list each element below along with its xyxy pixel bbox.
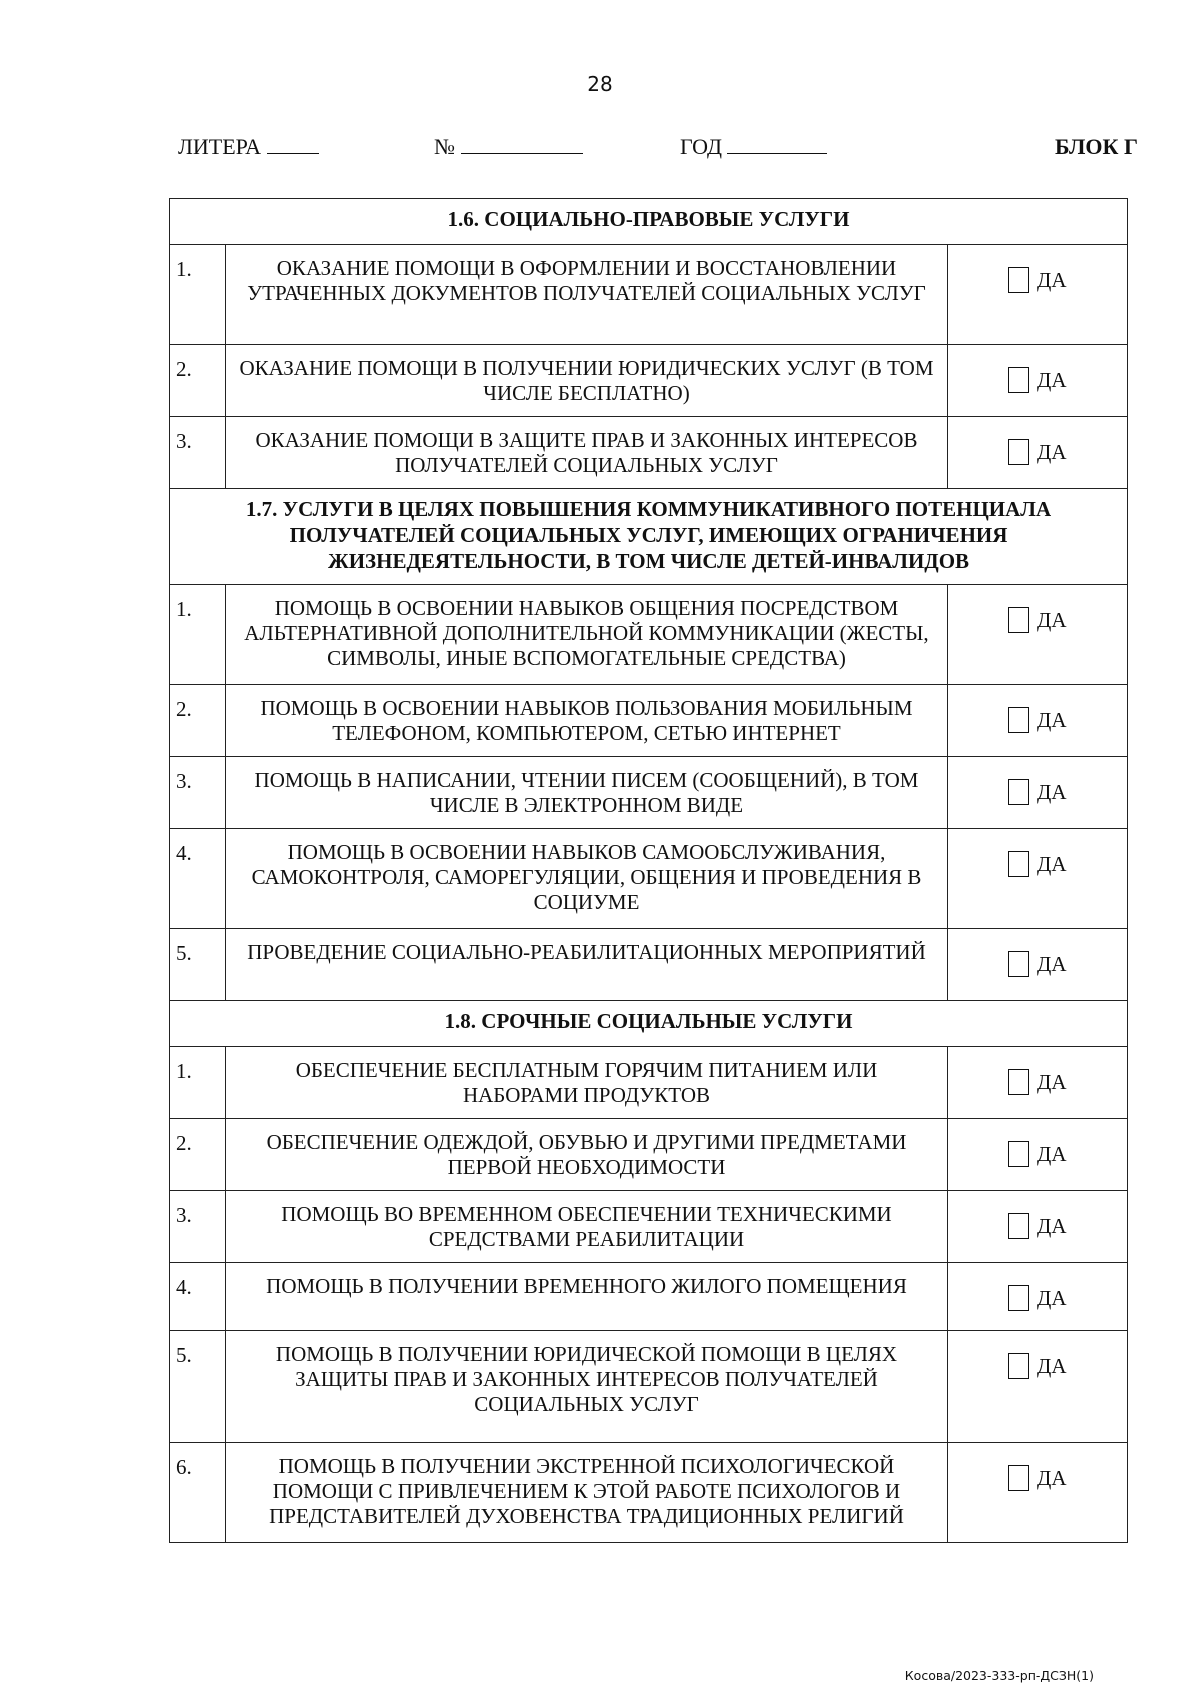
yes-label: ДА bbox=[1037, 1285, 1067, 1310]
yes-label: ДА bbox=[1037, 267, 1067, 292]
service-row bbox=[170, 685, 1128, 757]
services-table bbox=[169, 198, 1128, 1543]
row-number: 3. bbox=[170, 757, 226, 829]
yes-option bbox=[948, 1047, 1127, 1095]
yes-checkbox[interactable] bbox=[1008, 607, 1029, 633]
service-row bbox=[170, 345, 1128, 417]
year-blank[interactable] bbox=[727, 135, 827, 154]
yes-checkbox[interactable] bbox=[1008, 1465, 1029, 1491]
service-description: ПОМОЩЬ ВО ВРЕМЕННОМ ОБЕСПЕЧЕНИИ ТЕХНИЧЕСКИМИ СРЕДСТВАМИ РЕАБИЛИТАЦИИ bbox=[226, 1191, 948, 1263]
service-row bbox=[170, 829, 1128, 929]
yes-checkbox[interactable] bbox=[1008, 851, 1029, 877]
yes-label: ДА bbox=[1037, 439, 1067, 464]
yes-option bbox=[948, 1263, 1127, 1311]
row-number: 5. bbox=[170, 1331, 226, 1443]
row-number: 4. bbox=[170, 829, 226, 929]
service-row bbox=[170, 929, 1128, 1001]
yes-label: ДА bbox=[1037, 1465, 1067, 1490]
yes-checkbox[interactable] bbox=[1008, 1141, 1029, 1167]
yes-option bbox=[948, 1119, 1127, 1167]
yes-option-cell bbox=[948, 829, 1128, 929]
section-header-row bbox=[170, 199, 1128, 245]
service-row bbox=[170, 1191, 1128, 1263]
row-number: 6. bbox=[170, 1443, 226, 1543]
yes-label: ДА bbox=[1037, 779, 1067, 804]
section-title: 1.6. СОЦИАЛЬНО-ПРАВОВЫЕ УСЛУГИ bbox=[170, 199, 1128, 245]
yes-checkbox[interactable] bbox=[1008, 1213, 1029, 1239]
service-description: ПОМОЩЬ В ПОЛУЧЕНИИ ЮРИДИЧЕСКОЙ ПОМОЩИ В ЦЕЛЯХ ЗАЩИТЫ ПРАВ И ЗАКОННЫХ ИНТЕРЕСОВ ПОЛУЧАТЕЛЕЙ СОЦИАЛЬНЫХ УСЛУГ bbox=[226, 1331, 948, 1443]
section-title: 1.8. СРОЧНЫЕ СОЦИАЛЬНЫЕ УСЛУГИ bbox=[170, 1001, 1128, 1047]
year-label: ГОД bbox=[680, 134, 722, 159]
number-blank[interactable] bbox=[461, 135, 583, 154]
service-description: ПОМОЩЬ В ОСВОЕНИИ НАВЫКОВ САМООБСЛУЖИВАНИЯ, САМОКОНТРОЛЯ, САМОРЕГУЛЯЦИИ, ОБЩЕНИЯ И ПРОВЕДЕНИЯ В СОЦИУМЕ bbox=[226, 829, 948, 929]
yes-option-cell bbox=[948, 1263, 1128, 1331]
row-number: 4. bbox=[170, 1263, 226, 1331]
block-label: БЛОК Г bbox=[1055, 134, 1138, 159]
service-row bbox=[170, 757, 1128, 829]
yes-label: ДА bbox=[1037, 1141, 1067, 1166]
yes-label: ДА bbox=[1037, 707, 1067, 732]
litera-label: ЛИТЕРА bbox=[178, 134, 261, 159]
litera-blank[interactable] bbox=[267, 135, 319, 154]
row-number: 3. bbox=[170, 417, 226, 489]
yes-checkbox[interactable] bbox=[1008, 439, 1029, 465]
service-description: ПОМОЩЬ В ПОЛУЧЕНИИ ЭКСТРЕННОЙ ПСИХОЛОГИЧЕСКОЙ ПОМОЩИ С ПРИВЛЕЧЕНИЕМ К ЭТОЙ РАБОТЕ ПСИХОЛОГОВ И ПРЕДСТАВИТЕЛЕЙ ДУХОВЕНСТВА ТРАДИЦИОННЫХ РЕЛИГИЙ bbox=[226, 1443, 948, 1543]
number-field bbox=[434, 134, 583, 160]
number-label: № bbox=[434, 134, 455, 159]
yes-label: ДА bbox=[1037, 1213, 1067, 1238]
yes-option-cell bbox=[948, 345, 1128, 417]
litera-field bbox=[178, 134, 319, 160]
service-row bbox=[170, 1331, 1128, 1443]
service-row bbox=[170, 585, 1128, 685]
yes-option-cell bbox=[948, 1331, 1128, 1443]
row-number: 3. bbox=[170, 1191, 226, 1263]
row-number: 1. bbox=[170, 585, 226, 685]
service-description: ОБЕСПЕЧЕНИЕ ОДЕЖДОЙ, ОБУВЬЮ И ДРУГИМИ ПРЕДМЕТАМИ ПЕРВОЙ НЕОБХОДИМОСТИ bbox=[226, 1119, 948, 1191]
yes-label: ДА bbox=[1037, 607, 1067, 632]
yes-option bbox=[948, 1443, 1127, 1491]
yes-checkbox[interactable] bbox=[1008, 367, 1029, 393]
row-number: 2. bbox=[170, 685, 226, 757]
yes-option-cell bbox=[948, 585, 1128, 685]
yes-option-cell bbox=[948, 1047, 1128, 1119]
service-row bbox=[170, 1263, 1128, 1331]
section-header-row bbox=[170, 1001, 1128, 1047]
form-header bbox=[178, 134, 1138, 164]
service-description: ПРОВЕДЕНИЕ СОЦИАЛЬНО-РЕАБИЛИТАЦИОННЫХ МЕРОПРИЯТИЙ bbox=[226, 929, 948, 1001]
services-table-body bbox=[170, 199, 1128, 1543]
row-number: 1. bbox=[170, 245, 226, 345]
yes-option bbox=[948, 245, 1127, 293]
service-description: ОКАЗАНИЕ ПОМОЩИ В ЗАЩИТЕ ПРАВ И ЗАКОННЫХ ИНТЕРЕСОВ ПОЛУЧАТЕЛЕЙ СОЦИАЛЬНЫХ УСЛУГ bbox=[226, 417, 948, 489]
yes-option-cell bbox=[948, 1443, 1128, 1543]
service-description: ПОМОЩЬ В ПОЛУЧЕНИИ ВРЕМЕННОГО ЖИЛОГО ПОМЕЩЕНИЯ bbox=[226, 1263, 948, 1331]
service-row bbox=[170, 417, 1128, 489]
yes-label: ДА bbox=[1037, 851, 1067, 876]
service-description: ПОМОЩЬ В ОСВОЕНИИ НАВЫКОВ ОБЩЕНИЯ ПОСРЕДСТВОМ АЛЬТЕРНАТИВНОЙ ДОПОЛНИТЕЛЬНОЙ КОММУНИКАЦИИ (ЖЕСТЫ, СИМВОЛЫ, ИНЫЕ ВСПОМОГАТЕЛЬНЫЕ СРЕДСТВА) bbox=[226, 585, 948, 685]
service-description: ОБЕСПЕЧЕНИЕ БЕСПЛАТНЫМ ГОРЯЧИМ ПИТАНИЕМ ИЛИ НАБОРАМИ ПРОДУКТОВ bbox=[226, 1047, 948, 1119]
yes-option-cell bbox=[948, 245, 1128, 345]
page-number: 28 bbox=[587, 72, 613, 96]
yes-label: ДА bbox=[1037, 1069, 1067, 1094]
yes-option bbox=[948, 417, 1127, 465]
row-number: 2. bbox=[170, 1119, 226, 1191]
yes-option bbox=[948, 1331, 1127, 1379]
yes-label: ДА bbox=[1037, 367, 1067, 392]
yes-option bbox=[948, 757, 1127, 805]
yes-option-cell bbox=[948, 929, 1128, 1001]
yes-checkbox[interactable] bbox=[1008, 1353, 1029, 1379]
service-row bbox=[170, 245, 1128, 345]
yes-option-cell bbox=[948, 417, 1128, 489]
yes-option-cell bbox=[948, 1119, 1128, 1191]
service-description: ПОМОЩЬ В НАПИСАНИИ, ЧТЕНИИ ПИСЕМ (СООБЩЕНИЙ), В ТОМ ЧИСЛЕ В ЭЛЕКТРОННОМ ВИДЕ bbox=[226, 757, 948, 829]
service-description: ПОМОЩЬ В ОСВОЕНИИ НАВЫКОВ ПОЛЬЗОВАНИЯ МОБИЛЬНЫМ ТЕЛЕФОНОМ, КОМПЬЮТЕРОМ, СЕТЬЮ ИНТЕРНЕТ bbox=[226, 685, 948, 757]
yes-option bbox=[948, 685, 1127, 733]
yes-option bbox=[948, 585, 1127, 633]
yes-option-cell bbox=[948, 757, 1128, 829]
service-row bbox=[170, 1443, 1128, 1543]
yes-label: ДА bbox=[1037, 951, 1067, 976]
yes-option bbox=[948, 829, 1127, 877]
year-field bbox=[680, 134, 827, 160]
section-title: 1.7. УСЛУГИ В ЦЕЛЯХ ПОВЫШЕНИЯ КОММУНИКАТИВНОГО ПОТЕНЦИАЛА ПОЛУЧАТЕЛЕЙ СОЦИАЛЬНЫХ УСЛУГ, ИМЕЮЩИХ ОГРАНИЧЕНИЯ ЖИЗНЕДЕЯТЕЛЬНОСТИ, В ТОМ ЧИСЛЕ ДЕТЕЙ-ИНВАЛИДОВ bbox=[170, 489, 1128, 585]
yes-option bbox=[948, 929, 1127, 977]
service-row bbox=[170, 1119, 1128, 1191]
row-number: 5. bbox=[170, 929, 226, 1001]
row-number: 2. bbox=[170, 345, 226, 417]
service-row bbox=[170, 1047, 1128, 1119]
service-description: ОКАЗАНИЕ ПОМОЩИ В ПОЛУЧЕНИИ ЮРИДИЧЕСКИХ УСЛУГ (В ТОМ ЧИСЛЕ БЕСПЛАТНО) bbox=[226, 345, 948, 417]
yes-option-cell bbox=[948, 1191, 1128, 1263]
yes-checkbox[interactable] bbox=[1008, 951, 1029, 977]
document-reference: Косова/2023-333-рп-ДСЗН(1) bbox=[904, 1668, 1094, 1683]
yes-label: ДА bbox=[1037, 1353, 1067, 1378]
yes-checkbox[interactable] bbox=[1008, 779, 1029, 805]
section-header-row bbox=[170, 489, 1128, 585]
yes-option-cell bbox=[948, 685, 1128, 757]
service-description: ОКАЗАНИЕ ПОМОЩИ В ОФОРМЛЕНИИ И ВОССТАНОВЛЕНИИ УТРАЧЕННЫХ ДОКУМЕНТОВ ПОЛУЧАТЕЛЕЙ СОЦИАЛЬНЫХ УСЛУГ bbox=[226, 245, 948, 345]
yes-checkbox[interactable] bbox=[1008, 267, 1029, 293]
yes-option bbox=[948, 345, 1127, 393]
row-number: 1. bbox=[170, 1047, 226, 1119]
yes-checkbox[interactable] bbox=[1008, 1069, 1029, 1095]
yes-option bbox=[948, 1191, 1127, 1239]
yes-checkbox[interactable] bbox=[1008, 1285, 1029, 1311]
yes-checkbox[interactable] bbox=[1008, 707, 1029, 733]
